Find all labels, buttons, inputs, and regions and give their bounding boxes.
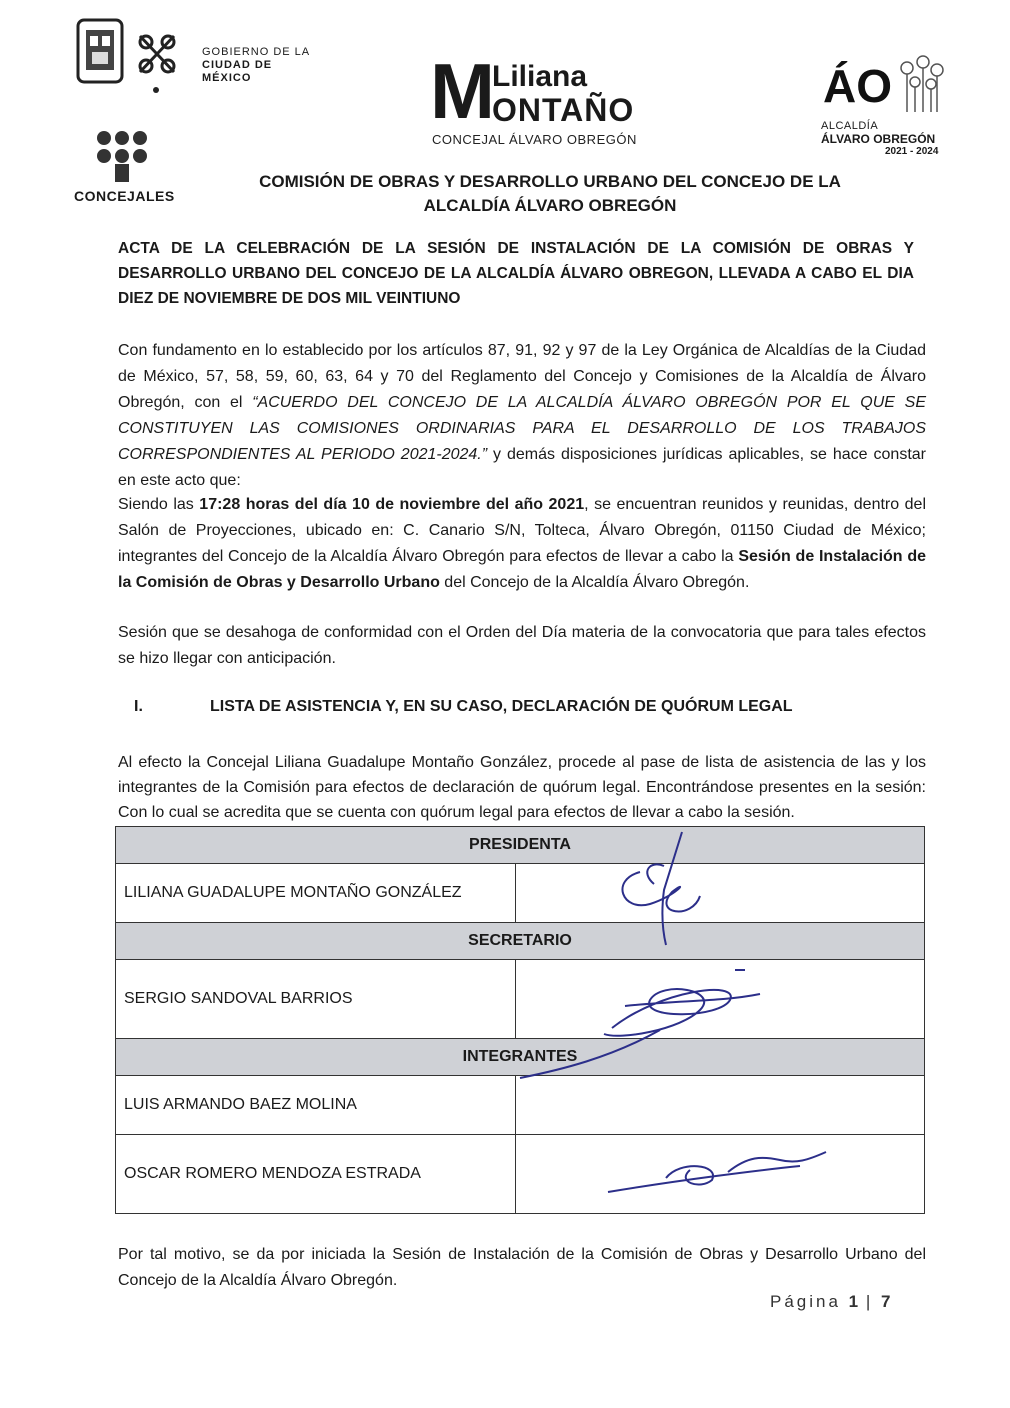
signature-cell [516, 1135, 925, 1214]
concejal-last-name: ONTAÑO [492, 92, 635, 128]
para2-datetime: 17:28 horas del día 10 de noviembre del año 2021 [199, 496, 585, 513]
signature-cell [516, 960, 925, 1039]
page-separator: | [865, 1292, 874, 1311]
people-icon [74, 128, 184, 188]
member-name: OSCAR ROMERO MENDOZA ESTRADA [116, 1135, 516, 1214]
closing-paragraph: Por tal motivo, se da por iniciada la Sesión de Instalación de la Comisión de Obras y Desarrollo Urbano del Concejo de la Alcaldía Álvaro Obregón. [118, 1246, 926, 1289]
attendance-table [115, 826, 925, 1214]
svg-text:ÁO: ÁO [823, 60, 892, 112]
alcaldia-logo [815, 50, 955, 165]
para2-session-name: Sesión de Instalación de la Comisión de Obras y Desarrollo Urbano [118, 548, 926, 591]
flowers-icon [815, 50, 955, 120]
table-row [116, 960, 925, 1039]
roll-call-paragraph: Al efecto la Concejal Liliana Guadalupe Montaño González, procede al pase de lista de asistencia de las y los integrantes de la Comisión para efectos de declaración de quórum legal. Encontrándose presentes en la sesión: Con lo cual se acredita que se cuenta con quórum legal para efectos de llevar a cabo la sesión. [118, 754, 926, 821]
para2-part3: del Concejo de la Alcaldía Álvaro Obregón. [439, 574, 750, 591]
member-name: LUIS ARMANDO BAEZ MOLINA [116, 1076, 516, 1135]
concejales-logo [74, 128, 184, 208]
table-row [116, 1076, 925, 1135]
section-1-title: LISTA DE ASISTENCIA Y, EN SU CASO, DECLARACIÓN DE QUÓRUM LEGAL [210, 698, 793, 715]
title-line1: COMISIÓN DE OBRAS Y DESARROLLO URBANO DEL CONCEJO DE LA [259, 172, 841, 191]
member-name: LILIANA GUADALUPE MONTAÑO GONZÁLEZ [116, 864, 516, 923]
table-row [116, 1039, 925, 1076]
concejales-word: CONCEJALES [74, 188, 175, 204]
order-of-day-paragraph: Sesión que se desahoga de conformidad con el Orden del Día materia de la convocatoria que para tales efectos se hizo llegar con anticipación. [118, 624, 926, 667]
concejal-first-name: Liliana [492, 60, 588, 93]
page-total: 7 [881, 1292, 891, 1311]
cdmx-shield-icon [74, 16, 199, 96]
para2-part2: , se encuentran reunidos y reunidas, dentro del Salón de Proyecciones, ubicado en: C. Canario S/N, Tolteca, Álvaro Obregón, 01150 Ciudad de México; integrantes del Concejo de la Alcaldía Álvaro Obregón para efectos de llevar a cabo la [118, 496, 926, 565]
table-row [116, 827, 925, 864]
page-word: Página [770, 1292, 841, 1311]
concejal-subtitle: CONCEJAL ÁLVARO OBREGÓN [432, 132, 637, 147]
para2-part1: Siendo las [118, 496, 200, 513]
signature-cell [516, 864, 925, 923]
member-name: SERGIO SANDOVAL BARRIOS [116, 960, 516, 1039]
page-current: 1 [848, 1292, 859, 1311]
session-paragraph [118, 492, 926, 596]
table-row [116, 864, 925, 923]
concejal-logo [420, 47, 660, 152]
role-integrantes: INTEGRANTES [116, 1039, 925, 1076]
acta-heading: ACTA DE LA CELEBRACIÓN DE LA SESIÓN DE INSTALACIÓN DE LA COMISIÓN DE OBRAS Y DESARROLLO URBANO DEL CONCEJO DE LA ALCALDÍA ÁLVARO OBREGON, LLEVADA A CABO EL DIA DIEZ DE NOVIEMBRE DE DOS MIL VEINTIUNO [118, 240, 914, 307]
alcaldia-period: 2021 - 2024 [885, 146, 939, 157]
para1-lead: Con fundamento en lo establecido por los artículos 87, 91, 92 y 97 de la Ley Orgánica de Alcaldías de la Ciudad de México, 57, 58, 59, 60, 63, 64 y 70 del Reglamento del Concejo y Comisiones de la Alcaldía de Álvaro Obregón, con el [118, 342, 926, 411]
section-1-number: I. [134, 698, 143, 715]
role-secretario: SECRETARIO [116, 923, 925, 960]
gov-line2: CIUDAD DE MÉXICO [202, 59, 273, 84]
page-number [770, 1292, 891, 1312]
gov-line1: GOBIERNO DE LA [202, 46, 311, 58]
section-1-heading [134, 698, 793, 716]
role-presidenta: PRESIDENTA [116, 827, 925, 864]
alcaldia-name: ÁLVARO OBREGÓN [821, 132, 936, 146]
para1-tail: y demás disposiciones jurídicas aplicables, se hace constar en este acto que: [118, 446, 926, 489]
gobierno-cdmx-logo [74, 16, 324, 102]
commission-title [200, 170, 900, 218]
title-line2: ALCALDÍA ÁLVARO OBREGÓN [423, 196, 677, 215]
signature-cell [516, 1076, 925, 1135]
legal-basis-paragraph [118, 338, 926, 494]
para1-agreement: “ACUERDO DEL CONCEJO DE LA ALCALDÍA ÁLVARO OBREGÓN POR EL QUE SE CONSTITUYEN LAS COMISIONES ORDINARIAS PARA EL DESARROLLO DE LOS TRABAJOS CORRESPONDIENTES AL PERIODO 2021-2024.” [118, 394, 927, 463]
alcaldia-label: ALCALDÍA [821, 120, 879, 132]
table-row [116, 1135, 925, 1214]
table-row [116, 923, 925, 960]
concejal-initial: M [430, 47, 495, 135]
